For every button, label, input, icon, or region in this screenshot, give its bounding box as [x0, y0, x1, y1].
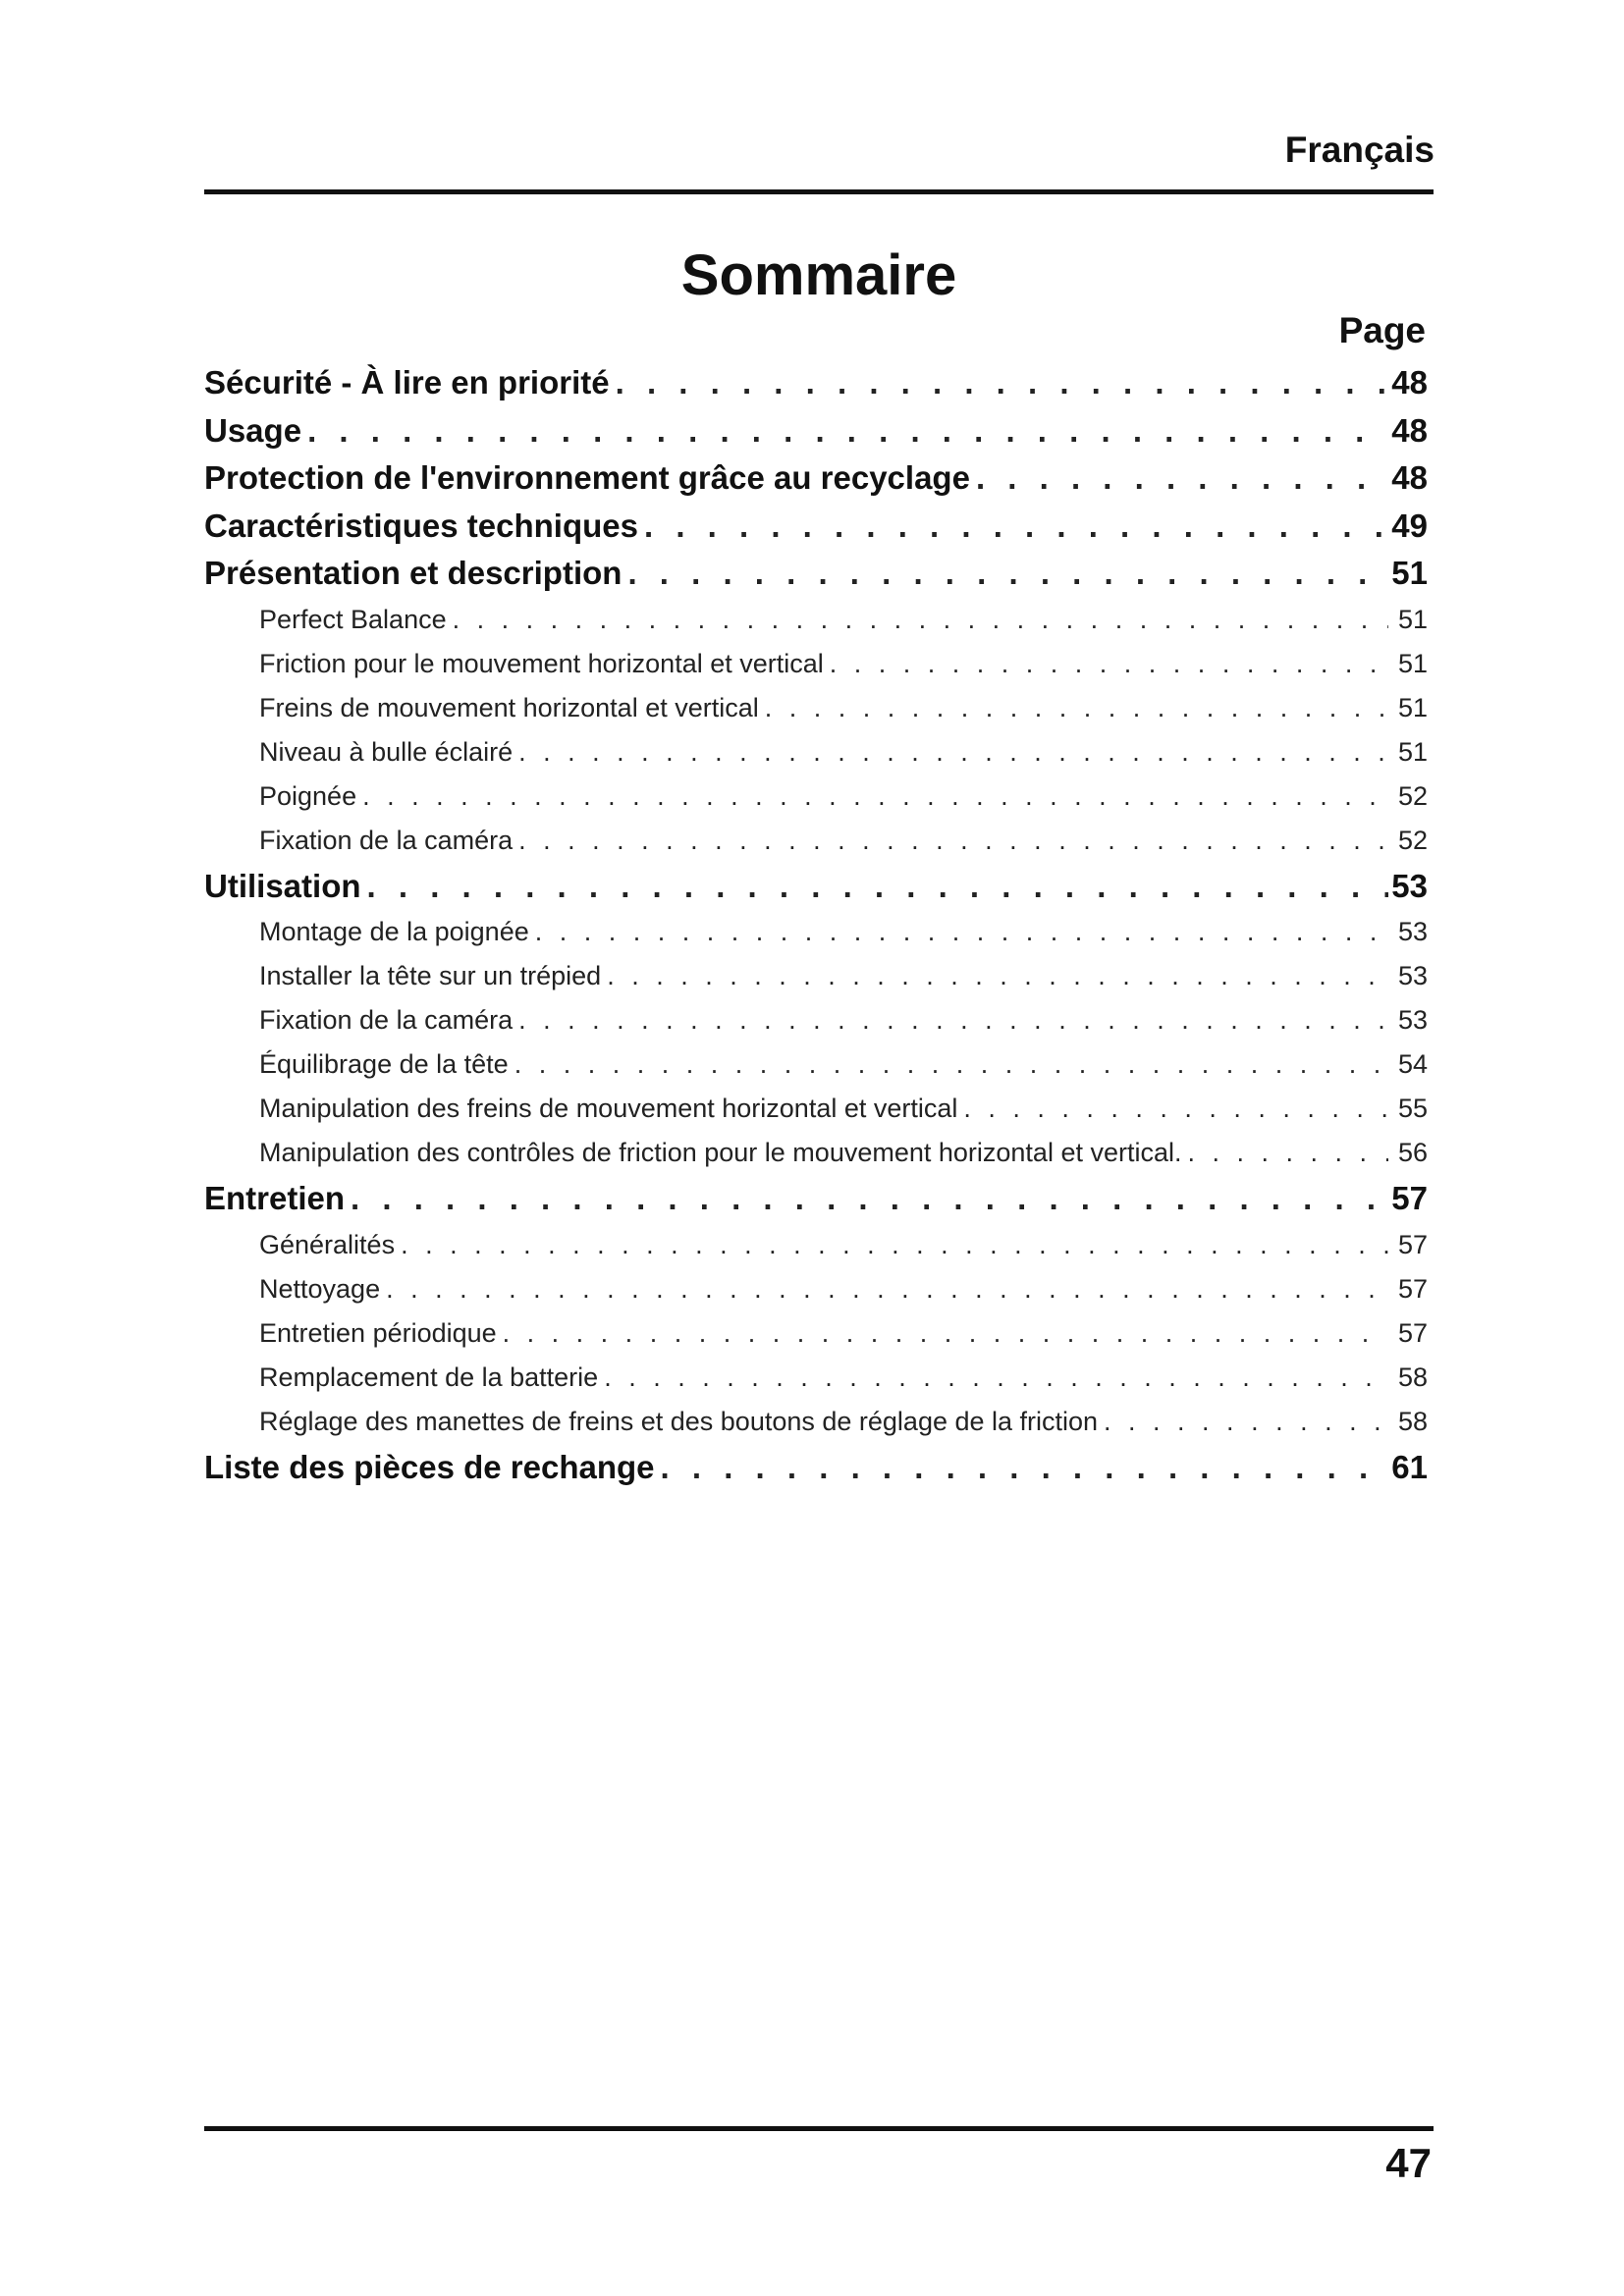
- toc-entry-page: 52: [1397, 825, 1428, 855]
- table-of-contents: [204, 359, 1434, 1491]
- toc-entry-page: 57: [1397, 1229, 1428, 1259]
- toc-subsection-entry[interactable]: [204, 1087, 1434, 1131]
- toc-entry-label: Usage: [204, 411, 302, 449]
- toc-entry-page: 51: [1397, 604, 1428, 634]
- toc-entry-page: 48: [1391, 411, 1428, 449]
- toc-entry-label: Fixation de la caméra: [259, 1005, 514, 1035]
- toc-entry-label: Caractéristiques techniques: [204, 507, 638, 544]
- toc-subsection-entry[interactable]: [204, 910, 1434, 954]
- toc-section-entry[interactable]: [204, 550, 1434, 598]
- dot-leader: [598, 1356, 1388, 1400]
- toc-entry-label: Fixation de la caméra: [259, 825, 514, 855]
- dot-leader: [610, 359, 1388, 407]
- toc-entry-label: Entretien périodique: [259, 1317, 497, 1348]
- dot-leader: [395, 1223, 1388, 1267]
- toc-entry-label: Niveau à bulle éclairé: [259, 736, 514, 767]
- language-label: Français: [1284, 130, 1435, 170]
- toc-entry-label: Entretien: [204, 1180, 346, 1216]
- toc-entry-page: 53: [1397, 961, 1428, 990]
- dot-leader: [601, 954, 1388, 998]
- toc-entry-label: Liste des pièces de rechange: [204, 1448, 655, 1485]
- toc-entry-page: 54: [1397, 1049, 1428, 1079]
- toc-subsection-entry[interactable]: [204, 686, 1434, 730]
- toc-entry-page: 48: [1391, 459, 1428, 496]
- toc-entry-page: 51: [1397, 692, 1428, 722]
- toc-entry-label: Manipulation des freins de mouvement horizontal et vertical: [259, 1094, 958, 1123]
- toc-subsection-entry[interactable]: [204, 642, 1434, 686]
- toc-section-entry[interactable]: [204, 1444, 1434, 1492]
- dot-leader: [529, 910, 1388, 954]
- toc-entry-page: 51: [1391, 555, 1428, 591]
- toc-entry-page: 57: [1397, 1273, 1428, 1304]
- toc-entry-page: 56: [1397, 1138, 1428, 1167]
- dot-leader: [447, 598, 1388, 642]
- page-number: 47: [1385, 2140, 1432, 2186]
- toc-entry-page: 52: [1397, 780, 1428, 811]
- toc-entry-label: Remplacement de la batterie: [259, 1362, 599, 1392]
- toc-entry-label: Installer la tête sur un trépied: [259, 961, 602, 990]
- dot-leader: [356, 774, 1388, 819]
- dot-leader: [513, 998, 1388, 1042]
- page-title: Sommaire: [680, 242, 957, 307]
- dot-leader: [345, 1175, 1388, 1223]
- dot-leader: [1098, 1400, 1388, 1444]
- toc-entry-page: 57: [1391, 1180, 1428, 1216]
- toc-entry-label: Perfect Balance: [259, 604, 447, 634]
- toc-subsection-entry[interactable]: [204, 819, 1434, 863]
- dot-leader: [380, 1267, 1388, 1311]
- dot-leader: [513, 819, 1388, 863]
- toc-entry-label: Équilibrage de la tête: [259, 1049, 509, 1079]
- dot-leader: [622, 550, 1388, 598]
- toc-entry-page: 53: [1391, 867, 1428, 904]
- toc-section-entry[interactable]: [204, 407, 1434, 455]
- toc-subsection-entry[interactable]: [204, 774, 1434, 819]
- toc-entry-label: Présentation et description: [204, 555, 623, 591]
- toc-section-entry[interactable]: [204, 1175, 1434, 1223]
- toc-entry-page: 61: [1391, 1448, 1428, 1485]
- toc-subsection-entry[interactable]: [204, 1131, 1434, 1175]
- toc-entry-page: 55: [1397, 1094, 1428, 1123]
- toc-entry-label: Sécurité - À lire en priorité: [204, 364, 610, 400]
- toc-section-entry[interactable]: [204, 503, 1434, 551]
- dot-leader: [759, 686, 1388, 730]
- toc-subsection-entry[interactable]: [204, 1267, 1434, 1311]
- dot-leader: [1182, 1131, 1389, 1175]
- toc-subsection-entry[interactable]: [204, 1400, 1434, 1444]
- toc-entry-label: Réglage des manettes de freins et des boutons de réglage de la friction: [259, 1406, 1099, 1436]
- toc-entry-page: 53: [1397, 917, 1428, 946]
- footer-rule: [204, 2126, 1434, 2131]
- toc-subsection-entry[interactable]: [204, 1356, 1434, 1400]
- toc-entry-label: Manipulation des contrôles de friction pour le mouvement horizontal et vertical.: [259, 1138, 1182, 1167]
- toc-subsection-entry[interactable]: [204, 598, 1434, 642]
- toc-subsection-entry[interactable]: [204, 954, 1434, 998]
- toc-entry-label: Freins de mouvement horizontal et vertical: [259, 692, 759, 722]
- dot-leader: [301, 407, 1388, 455]
- toc-entry-page: 49: [1391, 507, 1428, 544]
- dot-leader: [497, 1311, 1388, 1356]
- toc-section-entry[interactable]: [204, 863, 1434, 911]
- toc-subsection-entry[interactable]: [204, 1223, 1434, 1267]
- toc-entry-label: Protection de l'environnement grâce au recyclage: [204, 459, 970, 496]
- dot-leader: [957, 1087, 1388, 1131]
- toc-section-entry[interactable]: [204, 454, 1434, 503]
- toc-subsection-entry[interactable]: [204, 998, 1434, 1042]
- dot-leader: [513, 730, 1388, 774]
- toc-entry-label: Généralités: [259, 1229, 396, 1259]
- toc-entry-label: Friction pour le mouvement horizontal et vertical: [259, 648, 824, 678]
- dot-leader: [655, 1444, 1388, 1492]
- toc-subsection-entry[interactable]: [204, 1042, 1434, 1087]
- toc-subsection-entry[interactable]: [204, 1311, 1434, 1356]
- toc-entry-label: Poignée: [259, 780, 357, 811]
- dot-leader: [824, 642, 1388, 686]
- toc-entry-page: 48: [1391, 364, 1428, 400]
- toc-subsection-entry[interactable]: [204, 730, 1434, 774]
- toc-entry-label: Montage de la poignée: [259, 917, 529, 946]
- toc-entry-page: 58: [1397, 1406, 1428, 1436]
- toc-section-entry[interactable]: [204, 359, 1434, 407]
- dot-leader: [970, 454, 1388, 503]
- toc-entry-label: Utilisation: [204, 867, 361, 904]
- header-rule: [204, 189, 1434, 194]
- dot-leader: [638, 503, 1388, 551]
- toc-entry-page: 53: [1397, 1005, 1428, 1035]
- toc-entry-page: 58: [1397, 1362, 1428, 1392]
- dot-leader: [361, 863, 1388, 911]
- page-column-label: Page: [1338, 310, 1426, 350]
- toc-entry-page: 51: [1397, 736, 1428, 767]
- dot-leader: [509, 1042, 1388, 1087]
- toc-entry-label: Nettoyage: [259, 1273, 381, 1304]
- toc-entry-page: 51: [1397, 648, 1428, 678]
- toc-entry-page: 57: [1397, 1317, 1428, 1348]
